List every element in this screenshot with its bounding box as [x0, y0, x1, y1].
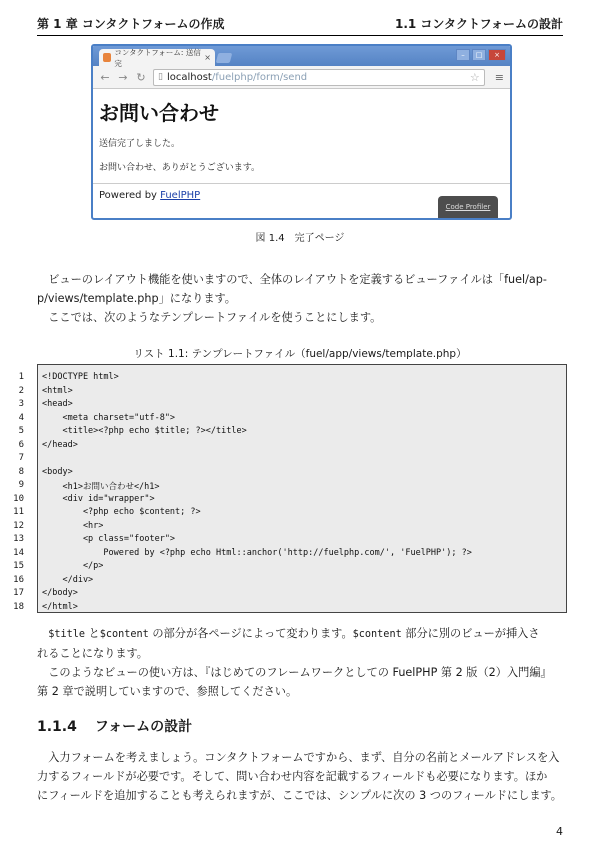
para2-line3: このようなビューの使い方は、『はじめてのフレームワークとしての FuelPHP 第 2 版（2）入門編』 [48, 666, 552, 679]
line-number: 11 [13, 507, 24, 517]
header-section: 1.1 コンタクトフォームの設計 [395, 17, 563, 31]
code-line: </head> [42, 439, 78, 450]
code-line: <!DOCTYPE html> [42, 372, 119, 382]
browser-tab[interactable] [99, 49, 215, 66]
line-number: 15 [13, 561, 24, 571]
para2-mid: の部分が各ページによって変わります。 [148, 627, 353, 640]
favicon-icon [103, 53, 111, 62]
code-line: <head> [42, 399, 73, 409]
browser-toolbar [93, 66, 510, 89]
line-number: 9 [18, 480, 24, 490]
para1-line3: ここでは、次のようなテンプレートファイルを使うことにします。 [48, 311, 382, 324]
code-line: <p class="footer"> [42, 534, 176, 544]
tab-close-icon[interactable]: × [204, 53, 211, 62]
section-number: 1.1.4 [37, 719, 77, 735]
section-title: フォームの設計 [94, 719, 193, 735]
minimize-icon[interactable]: – [456, 49, 470, 61]
maximize-icon[interactable]: □ [472, 49, 486, 61]
code-line: <body> [42, 466, 73, 477]
line-number: 5 [18, 426, 24, 436]
code-line: <meta charset="utf-8"> [42, 412, 176, 423]
line-number: 10 [13, 493, 24, 504]
tab-title: コンタクトフォーム: 送信完 [114, 47, 201, 68]
code-line: </p> [42, 561, 104, 571]
header-chapter: 第 1 章 コンタクトフォームの作成 [37, 17, 225, 31]
para2-line4: 第 2 章で説明していますので、参照してください。 [37, 685, 298, 698]
paragraph-form-design [37, 748, 563, 805]
para3-line3: にフィールドを追加することも考えられますが、ここでは、シンプルに次の 3 つのフィールドにします。 [37, 789, 562, 802]
line-number: 3 [18, 399, 24, 409]
line-number: 6 [18, 439, 24, 450]
address-bar[interactable] [153, 69, 485, 86]
line-number: 7 [18, 453, 24, 463]
listing-caption: リスト 1.1: テンプレートファイル（fuel/app/views/template.php） [133, 348, 467, 360]
para1-line2: p/views/template.php」になります。 [37, 292, 236, 305]
line-number: 14 [13, 547, 24, 558]
page-heading: お問い合わせ [99, 101, 219, 125]
page-icon: ▯ [158, 72, 163, 82]
line-number: 4 [18, 412, 24, 423]
line-number: 18 [13, 601, 24, 612]
line-number: 12 [13, 520, 24, 531]
para3-line2: 力するフィールドが必要です。そして、問い合わせ内容を記載するフィールドも必要になります。ほか [37, 770, 548, 783]
code-profiler-button[interactable]: Code Profiler [438, 196, 498, 218]
line-number: 13 [13, 534, 24, 544]
figure-caption: 図 1.4 完了ページ [255, 233, 345, 244]
code-line: </div> [42, 574, 94, 585]
new-tab-button[interactable] [216, 53, 233, 63]
line-number: 17 [13, 588, 24, 598]
url-host: localhost [166, 71, 212, 83]
code-title-var: $title [48, 629, 85, 640]
running-header [37, 10, 563, 36]
code-line: </html> [42, 601, 78, 612]
code-content-var: $content [99, 629, 149, 640]
back-icon[interactable]: ← [100, 70, 110, 84]
code-line: <?php echo $content; ?> [42, 507, 201, 517]
code-content-var-2: $content [352, 629, 402, 640]
window-controls [456, 49, 506, 61]
thanks-message: お問い合わせ、ありがとうございます。 [99, 163, 261, 173]
line-number: 1 [18, 372, 24, 382]
para1-line1: ビューのレイアウト機能を使いますので、全体のレイアウトを定義するビューファイルは「fuel/ap- [48, 273, 547, 286]
close-window-icon[interactable]: × [488, 49, 506, 61]
para3-line1: 入力フォームを考えましょう。コンタクトフォームですから、まず、自分の名前とメールアドレスを入 [48, 751, 560, 764]
line-number: 16 [13, 574, 24, 585]
code-line: <html> [42, 385, 73, 396]
footer-prefix: Powered by [99, 190, 161, 201]
code-line: <div id="wrapper"> [42, 493, 155, 504]
paragraph-intro [37, 270, 563, 327]
forward-icon[interactable]: → [118, 70, 128, 84]
code-line: <hr> [42, 520, 104, 531]
code-line: <h1>お問い合わせ</h1> [42, 482, 160, 492]
line-number: 8 [18, 466, 24, 477]
code-line: <title><?php echo $title; ?></title> [42, 426, 247, 436]
paragraph-template-explanation [37, 624, 563, 701]
bookmark-star-icon[interactable]: ☆ [469, 70, 480, 84]
url-path: /fuelphp/form/send [211, 71, 308, 83]
browser-titlebar [93, 46, 510, 66]
reload-icon[interactable]: ↻ [136, 70, 146, 84]
para2-line1 [37, 624, 563, 644]
para2-and: と [85, 627, 100, 640]
fuelphp-link[interactable]: FuelPHP [160, 190, 201, 201]
code-listing [13, 364, 567, 613]
code-line: Powered by <?php echo Html::anchor('http://fuelphp.com/', 'FuelPHP'); ?> [42, 547, 472, 558]
menu-icon[interactable]: ≡ [494, 70, 504, 84]
browser-page [93, 89, 510, 173]
para2-end: 部分に別のビューが挿入さ [401, 627, 540, 640]
page-number: 4 [556, 825, 563, 838]
code-line: </body> [42, 588, 78, 598]
section-heading [37, 716, 192, 736]
sent-message: 送信完了しました。 [99, 139, 181, 149]
browser-screenshot [91, 44, 512, 220]
para2-line2: れることになります。 [37, 647, 148, 660]
line-number: 2 [18, 385, 24, 396]
